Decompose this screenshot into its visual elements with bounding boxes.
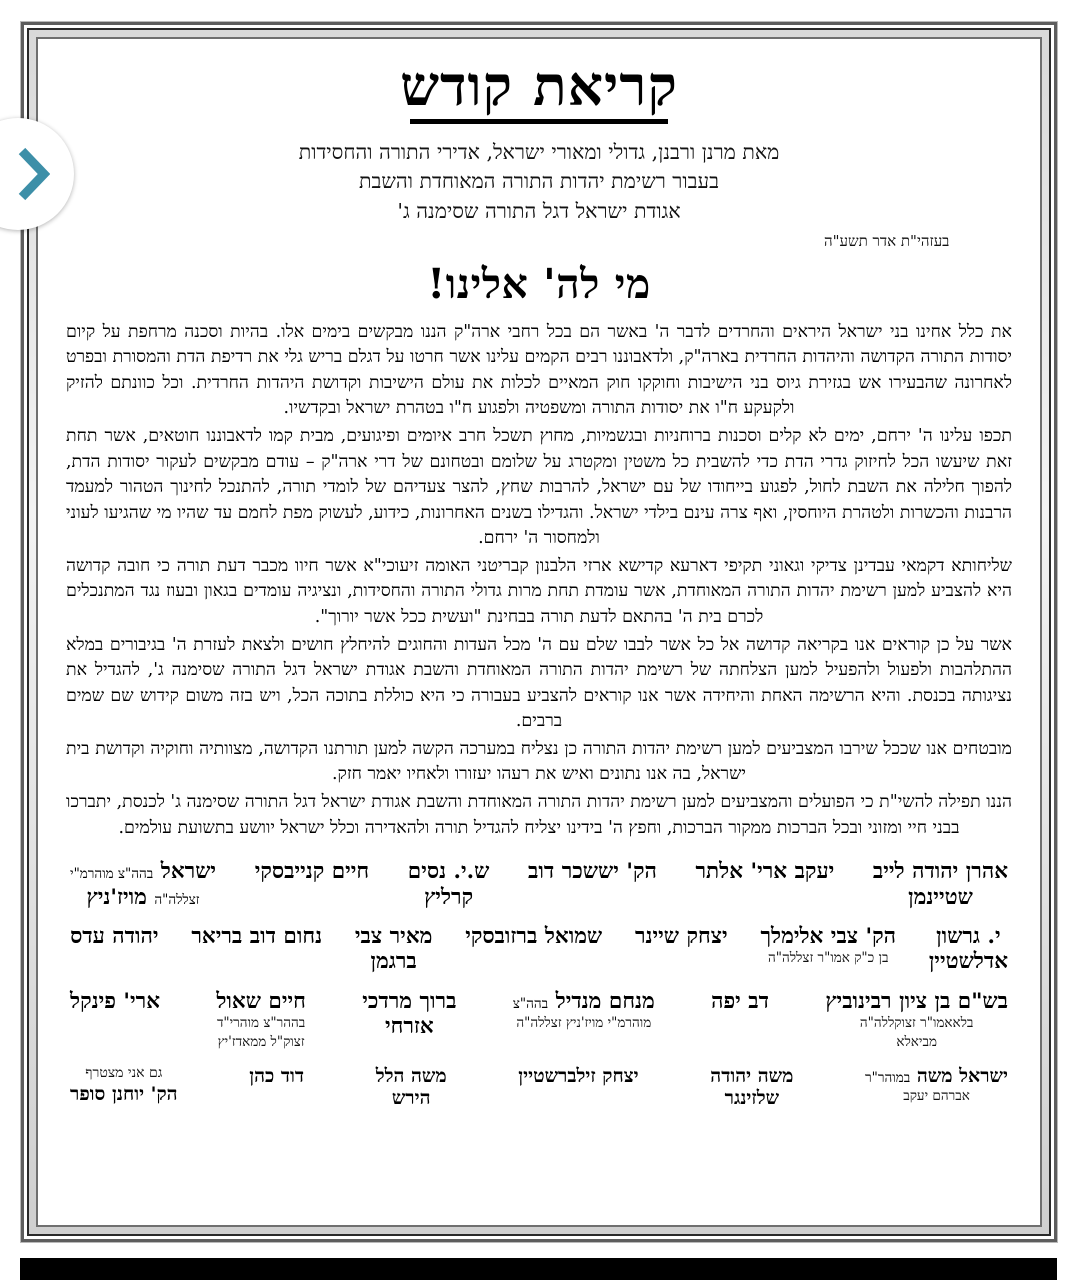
signatory-name: בש"ם בן ציון רבינוביץ [825,988,1008,1014]
body-copy [66,320,1012,842]
signatory-name: ישראל משה במוהר"ר [865,1065,1008,1088]
signatory-name: הק' יששכר דוב [528,859,657,885]
signatory [362,989,456,1040]
signatory-name: דב יפה [711,988,770,1014]
signatory [513,989,655,1033]
subtitle-line-1: מאת מרנן ורבנן, גדולי ומאורי ישראל, אדירי התורה והחסידות [298,140,780,165]
signatory [191,924,322,949]
bottom-black-bar [20,1258,1057,1280]
signature-row [64,989,1014,1051]
signatory [710,1065,793,1110]
signatory-name: משה הלל [375,1065,447,1088]
signatory-lineage: מוהרמ"י מויז'ניץ זצללה"ה [516,1014,652,1031]
signatory-surname: שלזינגר [724,1087,780,1110]
paragraph-5: מובטחים אנו שככל שירבו המצביעים למען רשימת יהדות התורה כן נצליח במערכה הקשה למען תורתנו הקדושה, מצוותיה וחוקיה וקדושת בית ישראל, בה אנו נתונים ואיש את רעהו יעזורו ולאחיו יאמר חזק. [66,738,1012,785]
signatory-name: דוד כהן [249,1065,305,1088]
signatory [355,924,433,975]
subtitle-line-3: אגודת ישראל דגל התורה שסימנה ג' [397,198,681,223]
signatory-name: מנחם מנדיל בהה"צ [512,988,655,1014]
signatory-name: יהודה עדס [70,923,159,949]
signatory-title: בהה"צ [512,995,549,1012]
signatory [70,989,160,1014]
subtitle-line-2: בעבור רשימת יהדות התורה המאוחדת והשבת [359,169,719,194]
title-underline-rule [410,119,668,124]
signature-row [64,1065,1014,1110]
signatory [929,924,1008,975]
signatory-name: הק' יוחנן סופר [70,1082,178,1105]
date-row [64,232,1014,258]
signatory-name: ארי' פינקל [70,988,161,1014]
signatory-name: מאיר צבי [354,923,433,949]
subtitle-block [64,138,1014,225]
signatory [825,989,1008,1051]
signatory-name: יעקב ארי' אלתר [695,859,835,885]
signatory-surname: אזרחי [384,1013,434,1039]
signatory-surname: ברגמן [370,949,417,975]
signatory [216,989,306,1051]
signatory-lineage: בן כ"ק אמו"ר זצללה"ה [768,950,889,967]
signatory-name: ברוך מרדכי [362,988,457,1014]
signatory-title: בהה"צ מוהרמ"י [70,866,154,883]
signatory-title: במוהר"ר [865,1070,911,1087]
signatory-lineage: אברהם יעקב [903,1088,970,1105]
signatory [695,859,834,884]
signature-row [64,859,1014,910]
signatory-name: משה יהודה [710,1065,794,1088]
signatory-lineage: בההר"צ מוהרי"ד [216,1014,306,1031]
signatory-name: נחום דוב בריאר [191,923,323,949]
poster-content [38,39,1040,1225]
paragraph-3: שליחותא דקמאי עבדינן צדיקי וגאוני תקיפי דארעא קדישא ארזי הלבנון קבריטני האומה זיעוכי"א אשר חיוו מכבר דעת תורה כי חובה קדושה היא להצביע למען רשימת יהדות התורה המאוחדת, אשר עומדת תחת מרות גדולי התורה והחסידות, ונציגיה עומדים בגאון ובעוז נגד המתנכלים לכרם בית ה' בהתאם לדעת תורה בבחינת "ועשית ככל אשר יורוך". [66,555,1012,627]
signatory-lineage: בלאאמו"ר זצוקללה"ה [859,1014,974,1031]
signatory [70,1065,178,1105]
signatory-name: י. גרשון [936,923,1001,949]
signatory [376,1065,447,1110]
signatory-place: זצללה"ה מויז'ניץ [86,884,200,910]
signatory [70,924,158,949]
signatory [408,859,490,910]
signatory-surname: אדלשטיין [928,949,1008,975]
signatory [528,859,657,884]
signatory [518,1065,638,1087]
paragraph-4: אשר על כן קוראים אנו בקריאה קדושה אל כל אשר לבבו שלם עם ה' מכל העדות והחוגים להיחלץ חושים ולצאת לעזרת ה' בגיבורים במלא ההתלהבות ולפעול ולהפעיל למען הצלחתה של רשימת יהדות התורה המאוחדת והשבת אגודת ישראל דגל התורה שסימנה ג', להגדיל את נציגותה בכנסת. והיא הרשימה האחת והיחידה אשר אנו קוראים להצביע בעבורה כי היא כוללת בתוכה הכל, ויש בזה משום קידוש שם שמים ברבים. [66,634,1012,732]
chevron-right-icon [16,147,50,201]
signatory [70,859,216,910]
paragraph-1: את כלל אחינו בני ישראל היראים והחרדים לדבר ה' באשר הם בכל רחבי ארה"ק הננו מבקשים בימים אלו. בהיות וסכנה מרחפת על קיום יסודות התורה הקדושה והיהדות החרדית בארה"ק, ולדאבוננו רבים הקמים עלינו אשר חרטו על דגלם בריש גלי את רדיפת הדת והמסורת ובפרט לאחרונה שהבעירו אש בגזירת גיוס בני הישיבות וחוקקו חוק המאיים לכלות את עולם הישיבות וקדושת היהדות החרדית. וכל כוונתם להזיק ולקעקע ח"ו את יסודות התורה ומשפטיה ולפגוע ח"ו בטהרת ישראל ובקדשיו. [66,321,1012,419]
signatory-name: אהרן יהודה לייב [872,859,1008,885]
paragraph-2: תכפו עלינו ה' ירחם, ימים לא קלים וסכנות ברוחניות ובגשמיות, מחוץ תשכל חרב איומים ופיגועים, מבית קמו לדאבוננו חוטאים, אשר תחת זאת שיעשו הכל לחיזוק גדרי הדת כדי להשבית כל משטין ומקטרג על שלומם ובטחונם של דרי ארה"ק – עודם מבקשים לעקור יסודות הדת, להפוך חלילה את השבת לחול, לפגוע בייחודו של עם ישראל, להרבות שחץ, להצר צעדיהם של לומדי תורה, להתנכל לחינוך הטהור למעמד הרבנות והכשרות ולטהרת היוחסין, ואף צרה עינם בילדי ישראל. והגדילו בשנים האחרונות, כידוע, לעשוק מפת לחמם עד שהיו מי שהגיעו לעוני ולמחסור ה' ירחם. [66,425,1012,549]
signatory [465,924,602,949]
signatory-name: הק' צבי אלימלך [760,923,897,949]
signatory [635,924,728,949]
signatory [249,1065,304,1087]
signature-row [64,924,1014,975]
call-heading: מי לה' אלינו! [427,259,651,308]
signatory-name: שמואל ברזובסקי [465,923,603,949]
signatory [711,989,769,1014]
signatory-surname: קרליץ [424,884,474,910]
signatory-name: ישראל בהה"צ מוהרמ"י [70,859,217,885]
signatory-name: יצחק שיינר [634,923,728,949]
signatory-name: חיים שאול [216,988,306,1014]
paragraph-6: הננו תפילה להשי"ת כי הפועלים והמצביעים למען רשימת יהדות התורה המאוחדת והשבת אגודת ישראל דגל התורה שסימנה ג' לכנסת, יתברכו בבני חיי ומזוני ובכל הברכות ממקור הברכות, וחפץ ה' בידינו יצליח להגדיל תורה ולהאדירה וכלל ישראל יוושע בתשועת עולמים. [66,792,1012,838]
signatory [255,859,369,884]
signatory-place: מביאלא [896,1033,937,1050]
signatory-name: ש.י. נסים [407,859,490,885]
poster-frame-outer [21,22,1057,1242]
signatory-name: יצחק זילברשטיין [518,1065,639,1088]
hebrew-date: בעזהי"ת אדר תשע"ה [824,231,950,250]
signatory-name: חיים קנייבסקי [254,859,370,885]
signatory [865,1065,1008,1106]
signatory-surname: הירש [391,1087,431,1110]
signatory [760,924,896,968]
signatory-note: גם אני מצטרף [85,1065,163,1082]
poster-frame-middle [27,28,1051,1236]
page-title: קריאת קודש [400,53,678,118]
signatory [873,859,1008,910]
signatory-surname: שטיינמן [908,884,973,910]
poster-frame-inner [36,37,1042,1227]
signatures-section [64,859,1014,1110]
signatory-place: זצוק"ל ממאדז'יץ [217,1033,305,1050]
